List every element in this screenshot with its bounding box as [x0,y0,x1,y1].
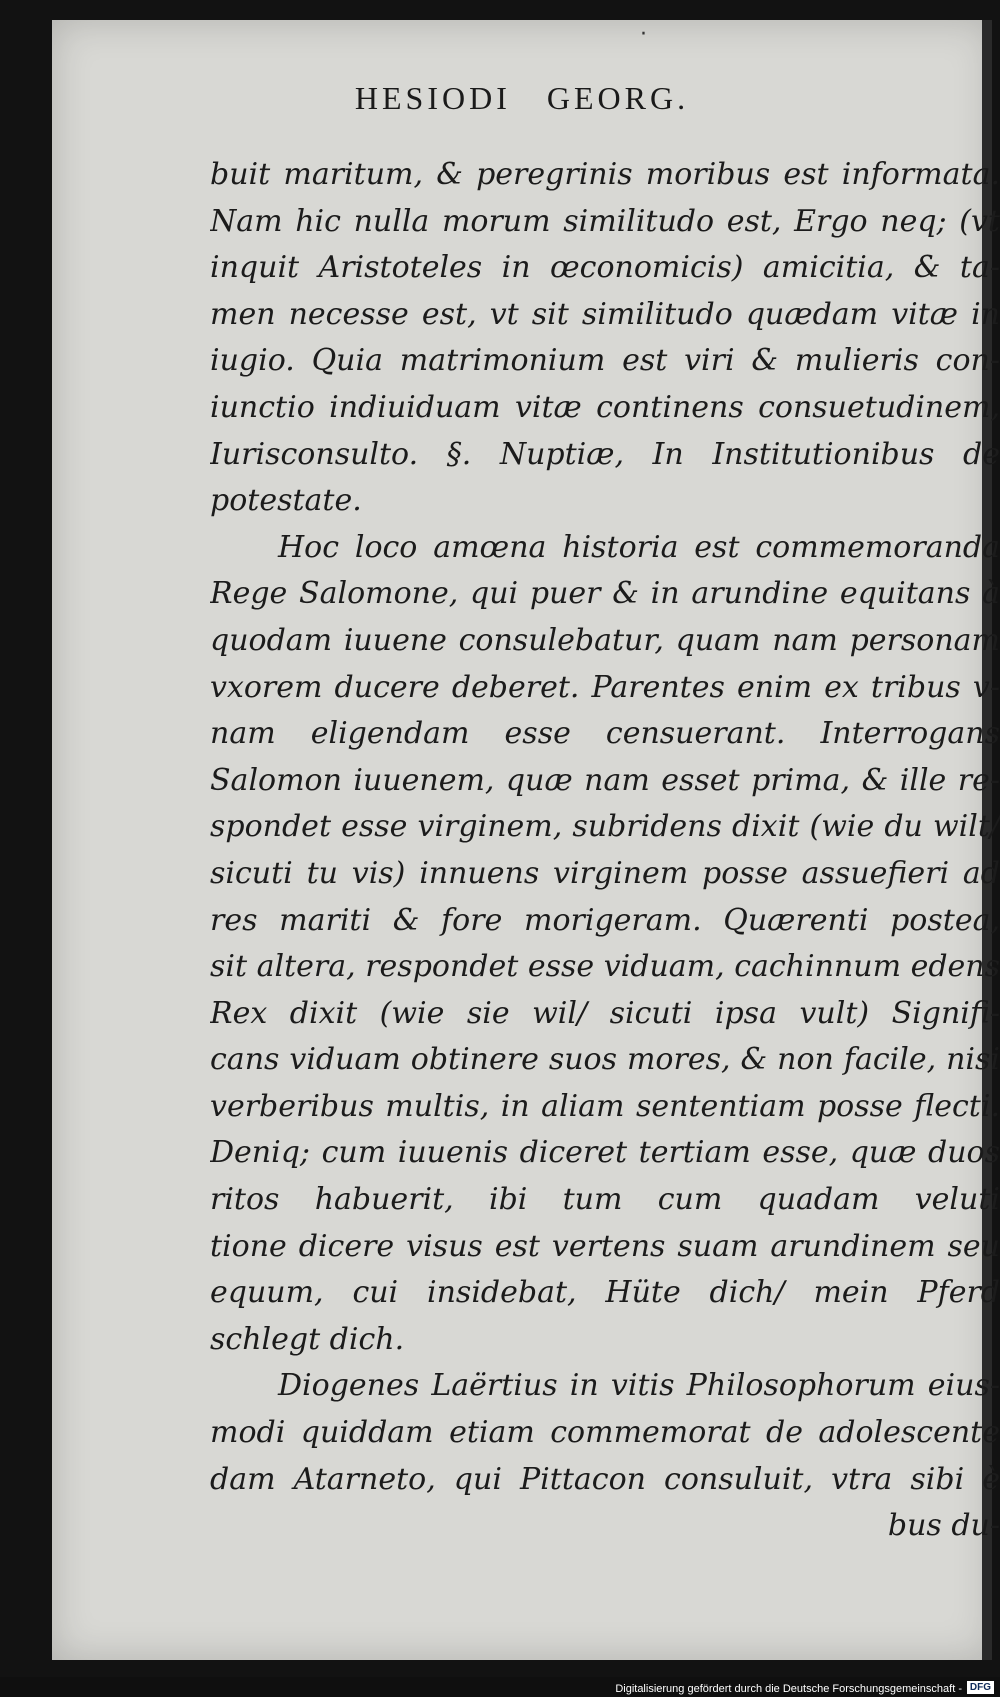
text-line: verberibus multis, in aliam sententiam posse flecti. [210,1088,1000,1124]
page-body-text [210,152,1000,1550]
running-head: HESIODI GEORG. [354,80,690,116]
text-line: nam eligendam esse censuerant. Interrogans [210,716,1000,752]
text-line: ritos habuerit, ibi tum cum quadam veluti [210,1182,1000,1218]
text-line: quodam iuuene consulebatur, quam nam personam [210,622,1000,658]
text-line: modi quiddam etiam commemorat de adolescente [210,1415,1000,1451]
text-line: Salomon iuuenem, quæ nam esset prima, & ille re- [210,762,1000,798]
text-line: schlegt dich. [210,1321,405,1357]
text-line: vxorem ducere deberet. Parentes enim ex tribus v- [210,669,1000,705]
text-line: sit altera, respondet esse viduam, cachinnum edens [210,949,1000,985]
text-line: Rex dixit (wie sie wil/ sicuti ipsa vult) Signifi- [210,995,1000,1031]
text-line: cans viduam obtinere suos mores, & non facile, nisi [210,1042,1000,1078]
text-line: iugio. Quia matrimonium est viri & mulieris con- [210,343,1000,379]
text-line: Diogenes Laërtius in vitis Philosophorum eius- [278,1368,1000,1404]
dfg-logo: DFG [967,1681,994,1694]
text-line: Iurisconsulto. §. Nuptiæ, In Institutionibus de [210,436,1000,472]
text-line: dam Atarneto, qui Pittacon consuluit, vtra sibi è [210,1461,1000,1497]
text-line: iunctio indiuiduam vitæ continens consuetudinem, [210,389,1000,425]
catchword: bus du- [887,1508,1000,1544]
corner-mark: · [640,22,647,47]
text-line: Hoc loco amœna historia est commemoranda [278,529,1000,565]
text-line: spondet esse virginem, subridens dixit (wie du wilt/ [210,809,1000,845]
text-line: Nam hic nulla morum similitudo est, Ergo neq; (vt [210,203,1000,239]
text-line: men necesse est, vt sit similitudo quædam vitæ in [210,296,1000,332]
book-page [52,20,1000,1660]
text-line: buit maritum, & peregrinis moribus est informata. [210,157,1000,192]
text-line: res mariti & fore morigeram. Quærenti postea, [210,902,1000,938]
text-line: tione dicere visus est vertens suam arundinem seu [210,1228,1000,1264]
footer-bar [0,1677,1000,1697]
funding-credit: Digitalisierung gefördert durch die Deutsche Forschungsgemeinschaft - [615,1683,962,1695]
text-line: potestate. [210,483,362,519]
text-line: inquit Aristoteles in œconomicis) amicitia, & ta- [210,250,1000,286]
text-line: Rege Salomone, qui puer & in arundine equitans à [210,576,1000,612]
text-line: equum, cui insidebat, Hüte dich/ mein Pferd [210,1275,1000,1311]
text-line: sicuti tu vis) innuens virginem posse assuefieri ad [210,855,1000,891]
text-line: Deniq; cum iuuenis diceret tertiam esse, quæ duos [210,1135,1000,1171]
